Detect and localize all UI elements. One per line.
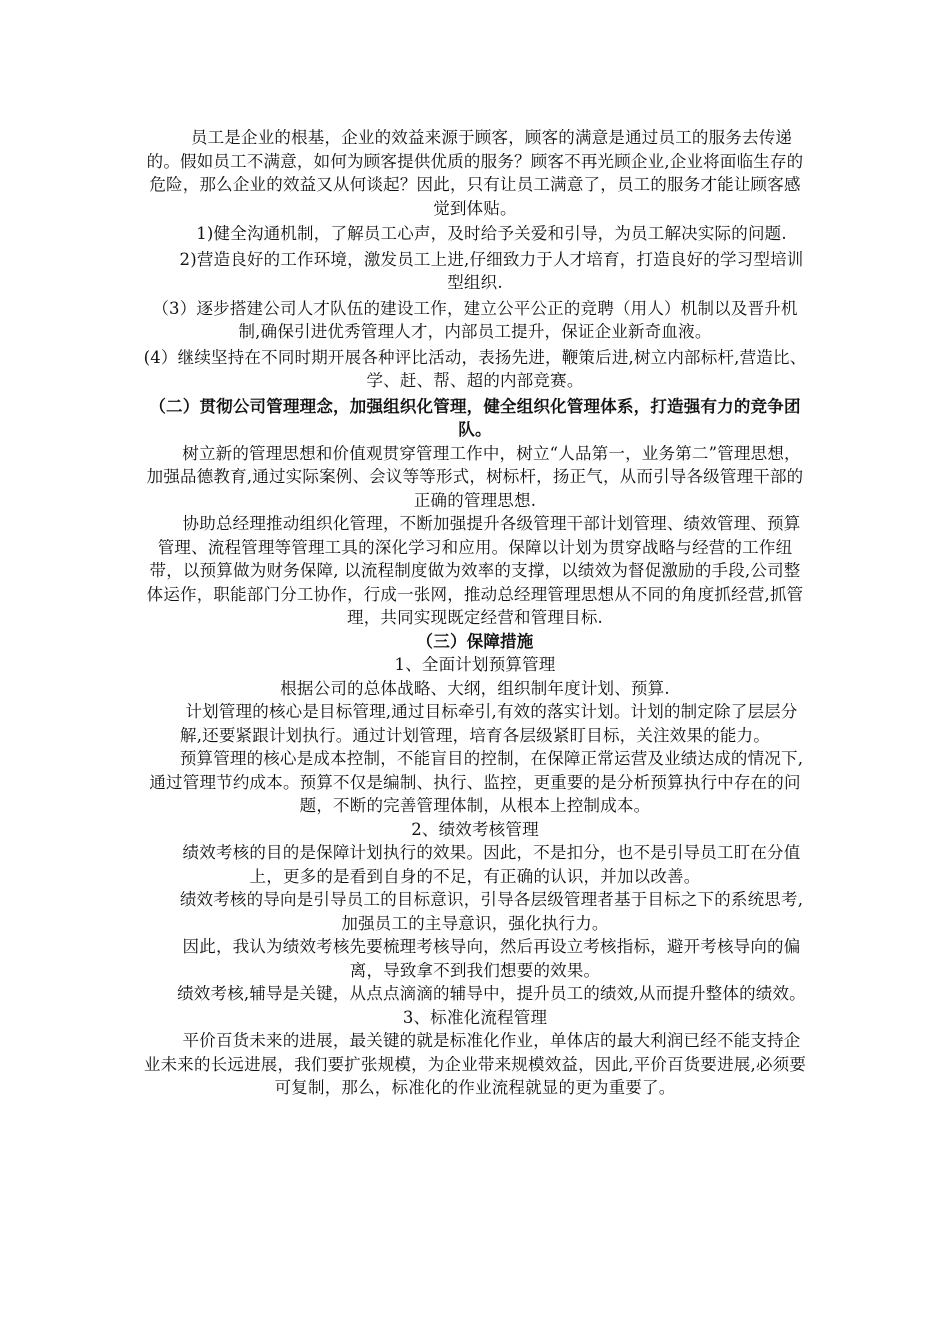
paragraph-item-1: 1)健全沟通机制，了解员工心声，及时给予关爱和引导，为员工解决实际的问题. bbox=[196, 224, 787, 243]
paragraph-budget-management: 预算管理的核心是成本控制，不能盲目的控制，在保障正常运营及业绩达成的情况下,通过管理节约成本。预算不仅是编制、执行、监控，更重要的是分析预算执行中存在的问题，不断的完善管理体制，从根本上控制成本。 bbox=[149, 749, 804, 815]
paragraph-performance-purpose: 绩效考核的目的是保障计划执行的效果。因此，不是扣分，也不是引导员工盯在分值上，更多的是看到自身的不足，有正确的认识，并加以改善。 bbox=[182, 843, 801, 886]
paragraph-plan-management: 计划管理的核心是目标管理,通过目标牵引,有效的落实计划。计划的制定除了层层分解,还要紧跟计划执行。通过计划管理，培育各层级紧盯目标，关注效果的能力。 bbox=[180, 702, 798, 745]
subheading-standard-process: 3、标准化流程管理 bbox=[402, 1007, 548, 1027]
paragraph-budget-intro: 根据公司的总体战略、大纲，组织制年度计划、预算. bbox=[280, 678, 670, 698]
paragraph-standard-process: 平价百货未来的进展，最关键的就是标准化作业，单体店的最大利润已经不能支持企业未来的长远进展，我们要扩张规模，为企业带来规模效益，因此,平价百货要进展,必须要可复制，那么，标准化的作业流程就显的更为重要了。 bbox=[143, 1031, 807, 1097]
paragraph-employee-foundation: 员工是企业的根基，企业的效益来源于顾客，顾客的满意是通过员工的服务去传递的。假如员工不满意，如何为顾客提供优质的服务？顾客不再光顾企业,企业将面临生存的危险，那么企业的效益又从何谈起？因此，只有让员工满意了，员工的服务才能让顾客感觉到体贴。 bbox=[146, 128, 804, 218]
section-heading-2: （二）贯彻公司管理理念，加强组织化管理，健全组织化管理体系，打造强有力的竞争团队。 bbox=[149, 396, 801, 439]
subheading-budget: 1、全面计划预算管理 bbox=[394, 655, 556, 674]
paragraph-item-4: (4）继续坚持在不同时期开展各种评比活动，表扬先进，鞭策后进,树立内部标杆,营造比、学、赶、帮、超的内部竞赛。 bbox=[143, 347, 807, 390]
paragraph-management-thought: 树立新的管理思想和价值观贯穿管理工作中，树立“人品第一，业务第二”管理思想，加强品德教育,通过实际案例、会议等等形式，树标杆，扬正气，从而引导各级管理干部的正确的管理思想. bbox=[146, 443, 804, 510]
paragraph-organization-management: 协助总经理推动组织化管理，不断加强提升各级管理干部计划管理、绩效管理、预算管理、流程管理等管理工具的深化学习和应用。保障以计划为贯穿战略与经营的工作纽带，以预算做为财务保障, 以流程制度做为效率的支撑，以绩效为督促激励的手段,公司整体运作，职能部门分工协作，行成一张网，推动总经理管理思想从不同的角度抓经营,抓管理，共同实现既定经营和管理目标. bbox=[146, 514, 804, 627]
paragraph-performance-therefore: 因此，我认为绩效考核先要梳理考核导向，然后再设立考核指标，避开考核导向的偏离，导致拿不到我们想要的效果。 bbox=[182, 937, 801, 980]
paragraph-performance-coaching: 绩效考核,辅导是关键，从点点滴滴的辅导中，提升员工的绩效,从而提升整体的绩效。 bbox=[177, 984, 806, 1003]
section-heading-3: （三）保障措施 bbox=[416, 631, 534, 651]
paragraph-item-2: 2)营造良好的工作环境，激发员工上进,仔细致力于人才培育，打造良好的学习型培训型组织. bbox=[179, 249, 804, 292]
paragraph-performance-orientation: 绩效考核的导向是引导员工的目标意识，引导各层级管理者基于目标之下的系统思考,加强员工的主导意识，强化执行力。 bbox=[179, 890, 804, 933]
paragraph-item-3: （3）逐步搭建公司人才队伍的建设工作，建立公平公正的竞聘（用人）机制以及晋升机制,确保引进优秀管理人才，内部员工提升，保证企业新奇血液。 bbox=[152, 298, 798, 341]
subheading-performance: 2、绩效考核管理 bbox=[411, 819, 539, 839]
